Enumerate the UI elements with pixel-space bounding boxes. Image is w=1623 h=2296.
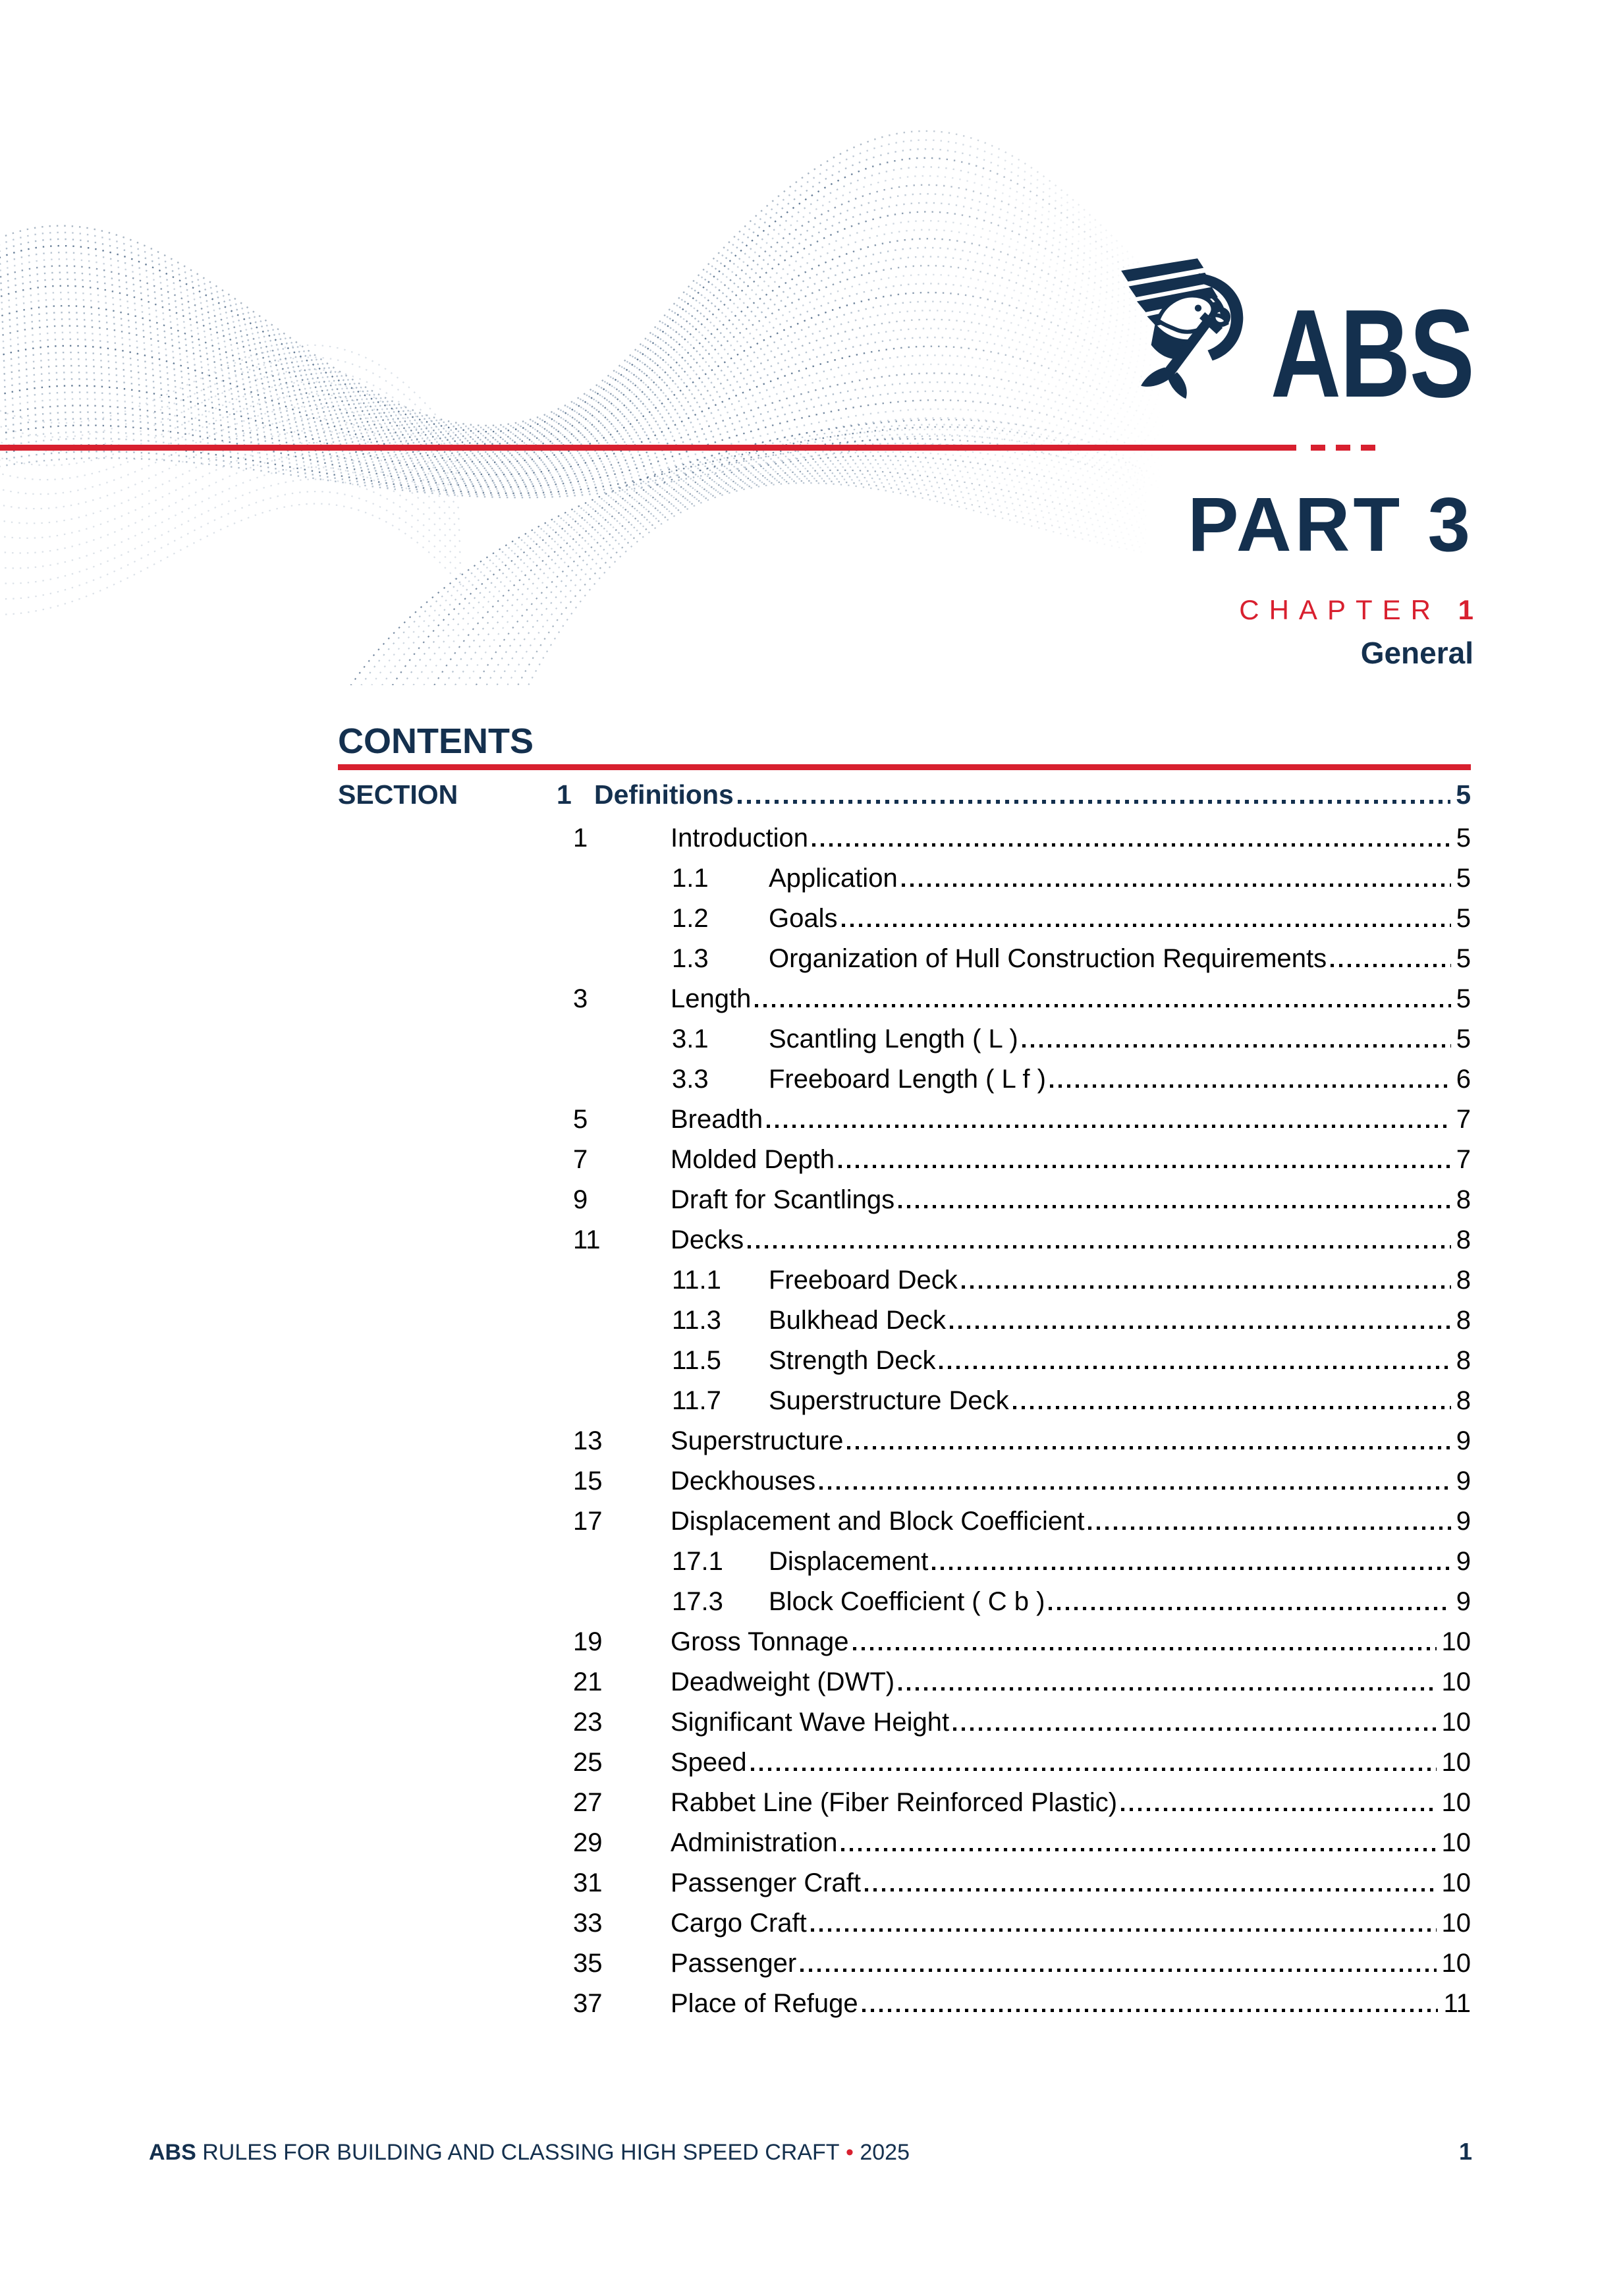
toc-entry-row[interactable]	[338, 1989, 1471, 2029]
toc-entry-row[interactable]	[338, 1467, 1471, 1507]
toc-entry-row[interactable]	[338, 824, 1471, 864]
toc-entry-row[interactable]	[338, 1065, 1471, 1105]
toc-entry-row[interactable]	[338, 864, 1471, 904]
toc-dot-leader	[865, 1888, 1436, 1891]
toc-dot-leader	[898, 1205, 1451, 1208]
toc-entry-number: 7	[573, 1145, 588, 1174]
table-of-contents	[338, 779, 1471, 2029]
toc-entry-page: 7	[1456, 1145, 1471, 1174]
toc-entry-number: 19	[573, 1627, 603, 1656]
toc-entry-title: Draft for Scantlings	[671, 1185, 895, 1214]
header-rule-dash	[1311, 445, 1325, 451]
toc-entry-title: Deadweight (DWT)	[671, 1667, 895, 1696]
toc-entry-page: 5	[1456, 984, 1471, 1013]
toc-entry-title: Freeboard Deck	[769, 1266, 958, 1295]
footer-bullet: •	[846, 2140, 854, 2165]
chapter-line	[1239, 596, 1473, 624]
toc-entry-number: 1.2	[672, 904, 709, 933]
toc-entry-row[interactable]	[338, 1868, 1471, 1909]
toc-entry-page: 8	[1456, 1386, 1471, 1415]
toc-entry-row[interactable]	[338, 1909, 1471, 1949]
toc-entry-page: 10	[1441, 1627, 1471, 1656]
toc-dot-leader	[902, 883, 1451, 887]
toc-dot-leader	[939, 1366, 1450, 1369]
toc-entry-number: 11.7	[672, 1386, 721, 1415]
toc-entry-page: 10	[1441, 1788, 1471, 1817]
toc-entry-title: Superstructure Deck	[769, 1386, 1009, 1415]
toc-dot-leader	[1088, 1526, 1450, 1530]
toc-entry-number: 1.1	[672, 864, 709, 893]
toc-entry-row[interactable]	[338, 1788, 1471, 1828]
chapter-number: 1	[1458, 594, 1473, 625]
toc-dot-leader	[953, 1727, 1436, 1731]
toc-entry-page: 9	[1456, 1547, 1471, 1576]
toc-dot-leader	[800, 1969, 1436, 1972]
toc-entry-page: 9	[1456, 1467, 1471, 1496]
toc-dot-leader	[950, 1326, 1451, 1329]
toc-entry-title: Rabbet Line (Fiber Reinforced Plastic)	[671, 1788, 1118, 1817]
toc-entry-page: 10	[1441, 1748, 1471, 1777]
toc-dot-leader	[932, 1567, 1450, 1570]
toc-entry-number: 27	[573, 1788, 603, 1817]
toc-entry-page: 8	[1456, 1266, 1471, 1295]
toc-entry-page: 9	[1456, 1587, 1471, 1616]
toc-entry-number: 11.3	[672, 1306, 721, 1335]
toc-entry-row[interactable]	[338, 1266, 1471, 1306]
toc-entry-row[interactable]	[338, 1426, 1471, 1467]
toc-dot-leader	[755, 1004, 1450, 1007]
toc-entry-row[interactable]	[338, 1105, 1471, 1145]
toc-entry-page: 10	[1441, 1949, 1471, 1978]
particle-wave-decoration	[0, 105, 1199, 685]
toc-entry-title: Block Coefficient ( C b )	[769, 1587, 1045, 1616]
toc-entry-page: 8	[1456, 1225, 1471, 1254]
toc-dot-leader	[1050, 1084, 1451, 1088]
toc-entry-row[interactable]	[338, 1346, 1471, 1386]
toc-dot-leader	[842, 924, 1451, 927]
toc-section-label: SECTION	[338, 779, 458, 810]
toc-entry-page: 10	[1441, 1828, 1471, 1857]
header-red-rule	[0, 445, 1296, 451]
toc-dot-leader	[862, 2009, 1439, 2012]
toc-entry-page: 5	[1456, 944, 1471, 973]
header-rule-dash	[1336, 445, 1350, 451]
footer-page-number: 1	[1458, 2138, 1472, 2165]
toc-entry-title: Deckhouses	[671, 1467, 816, 1496]
toc-dot-leader	[748, 1245, 1451, 1248]
toc-entry-title: Gross Tonnage	[671, 1627, 849, 1656]
chapter-label: CHAPTER	[1239, 594, 1441, 625]
toc-entry-title: Bulkhead Deck	[769, 1306, 947, 1335]
toc-entry-number: 35	[573, 1949, 603, 1978]
toc-entry-title: Speed	[671, 1748, 747, 1777]
toc-entry-title: Displacement	[769, 1547, 929, 1576]
toc-entry-number: 9	[573, 1185, 588, 1214]
toc-entry-number: 5	[573, 1105, 588, 1134]
toc-entry-page: 10	[1441, 1708, 1471, 1737]
toc-dot-leader	[1331, 964, 1451, 967]
toc-entry-title: Organization of Hull Construction Requirements	[769, 944, 1327, 973]
toc-entry-page: 11	[1443, 1989, 1471, 2018]
toc-entry-page: 9	[1456, 1507, 1471, 1536]
toc-section-title: Definitions	[594, 779, 734, 810]
footer-line	[149, 2140, 910, 2166]
toc-dot-leader	[1022, 1044, 1451, 1048]
toc-entry-row[interactable]	[338, 1225, 1471, 1266]
toc-entry-page: 9	[1456, 1426, 1471, 1455]
toc-entry-page: 5	[1456, 864, 1471, 893]
abs-eagle-logo-icon	[1118, 254, 1258, 398]
toc-entry-number: 1.3	[672, 944, 709, 973]
toc-dot-leader	[841, 1848, 1436, 1851]
toc-entry-row[interactable]	[338, 1386, 1471, 1426]
toc-entry-number: 3	[573, 984, 588, 1013]
toc-entry-title: Strength Deck	[769, 1346, 936, 1375]
toc-entry-title: Molded Depth	[671, 1145, 835, 1174]
abs-logo-wordmark: ABS	[1270, 284, 1473, 424]
toc-entry-page: 5	[1456, 904, 1471, 933]
toc-entry-number: 1	[573, 824, 588, 853]
toc-entry-title: Length	[671, 984, 752, 1013]
toc-entry-title: Place of Refuge	[671, 1989, 858, 2018]
toc-dot-leader	[751, 1768, 1437, 1771]
toc-dot-leader	[898, 1687, 1436, 1691]
toc-entry-row[interactable]	[338, 1667, 1471, 1708]
toc-entry-number: 11.5	[672, 1346, 721, 1375]
footer-text: RULES FOR BUILDING AND CLASSING HIGH SPEED CRAFT	[202, 2140, 840, 2165]
toc-entry-row[interactable]	[338, 944, 1471, 984]
toc-entry-page: 10	[1441, 1667, 1471, 1696]
chapter-title: General	[1360, 636, 1473, 670]
toc-entry-number: 15	[573, 1467, 603, 1496]
toc-dot-leader	[853, 1647, 1437, 1650]
toc-dot-leader	[1049, 1607, 1450, 1610]
toc-entry-row[interactable]	[338, 1627, 1471, 1667]
toc-dot-leader	[812, 843, 1451, 847]
toc-entry-page: 7	[1456, 1105, 1471, 1134]
toc-entry-title: Scantling Length ( L )	[769, 1024, 1018, 1053]
toc-dot-leader	[1121, 1808, 1436, 1811]
toc-entry-row[interactable]	[338, 1024, 1471, 1065]
toc-dot-leader	[811, 1928, 1437, 1932]
toc-entry-number: 33	[573, 1909, 603, 1938]
toc-entry-title: Goals	[769, 904, 838, 933]
toc-entry-number: 29	[573, 1828, 603, 1857]
toc-entry-number: 13	[573, 1426, 603, 1455]
toc-entry-row[interactable]	[338, 1547, 1471, 1587]
toc-entry-page: 10	[1441, 1868, 1471, 1897]
toc-entry-row[interactable]	[338, 1185, 1471, 1225]
toc-dot-leader	[819, 1486, 1451, 1490]
contents-red-rule	[338, 764, 1471, 770]
toc-entry-page: 10	[1441, 1909, 1471, 1938]
toc-dot-leader	[839, 1165, 1451, 1168]
toc-entry-number: 11	[573, 1225, 601, 1254]
toc-section-row[interactable]	[338, 779, 1471, 824]
toc-section-page: 5	[1456, 779, 1471, 810]
toc-entry-title: Cargo Craft	[671, 1909, 807, 1938]
toc-entry-title: Passenger Craft	[671, 1868, 862, 1897]
toc-entry-title: Decks	[671, 1225, 744, 1254]
toc-entry-title: Administration	[671, 1828, 838, 1857]
toc-entry-title: Breadth	[671, 1105, 763, 1134]
toc-entry-title: Superstructure	[671, 1426, 844, 1455]
toc-entry-page: 6	[1456, 1065, 1471, 1094]
toc-dot-leader	[962, 1285, 1451, 1289]
toc-entry-title: Application	[769, 864, 898, 893]
toc-entry-number: 3.1	[672, 1024, 709, 1053]
toc-entry-title: Passenger	[671, 1949, 797, 1978]
toc-entry-title: Freeboard Length ( L f )	[769, 1065, 1046, 1094]
toc-entry-title: Significant Wave Height	[671, 1708, 950, 1737]
toc-entry-page: 5	[1456, 1024, 1471, 1053]
toc-entry-row[interactable]	[338, 1708, 1471, 1748]
toc-entry-title: Displacement and Block Coefficient	[671, 1507, 1085, 1536]
footer-brand: ABS	[149, 2140, 196, 2165]
toc-entry-number: 31	[573, 1868, 603, 1897]
toc-entry-row[interactable]	[338, 1145, 1471, 1185]
part-title: PART 3	[1188, 482, 1473, 567]
toc-entry-page: 8	[1456, 1185, 1471, 1214]
toc-entry-row[interactable]	[338, 1306, 1471, 1346]
toc-entry-page: 8	[1456, 1306, 1471, 1335]
toc-entry-title: Introduction	[671, 824, 809, 853]
toc-section-number: 1	[557, 779, 572, 810]
toc-entry-number: 21	[573, 1667, 603, 1696]
toc-entry-number: 23	[573, 1708, 603, 1737]
toc-entry-row[interactable]	[338, 1949, 1471, 1989]
toc-entry-number: 17	[573, 1507, 603, 1536]
header-rule-dash	[1361, 445, 1375, 451]
toc-dot-leader	[1013, 1406, 1451, 1409]
toc-entry-number: 3.3	[672, 1065, 709, 1094]
toc-entry-number: 17.1	[672, 1547, 723, 1576]
toc-entry-row[interactable]	[338, 1748, 1471, 1788]
toc-entry-number: 17.3	[672, 1587, 723, 1616]
toc-entry-page: 8	[1456, 1346, 1471, 1375]
toc-entry-row[interactable]	[338, 984, 1471, 1024]
toc-entry-number: 25	[573, 1748, 603, 1777]
footer-year: 2025	[860, 2140, 910, 2165]
toc-entry-page: 5	[1456, 824, 1471, 853]
toc-entry-row[interactable]	[338, 1507, 1471, 1547]
toc-entry-row[interactable]	[338, 904, 1471, 944]
toc-dot-leader	[738, 800, 1450, 804]
toc-entry-number: 37	[573, 1989, 603, 2018]
contents-heading: CONTENTS	[338, 721, 534, 761]
toc-dot-leader	[847, 1446, 1450, 1449]
toc-entry-row[interactable]	[338, 1587, 1471, 1627]
toc-entry-row[interactable]	[338, 1828, 1471, 1868]
toc-entry-number: 11.1	[672, 1266, 721, 1295]
toc-dot-leader	[767, 1125, 1451, 1128]
